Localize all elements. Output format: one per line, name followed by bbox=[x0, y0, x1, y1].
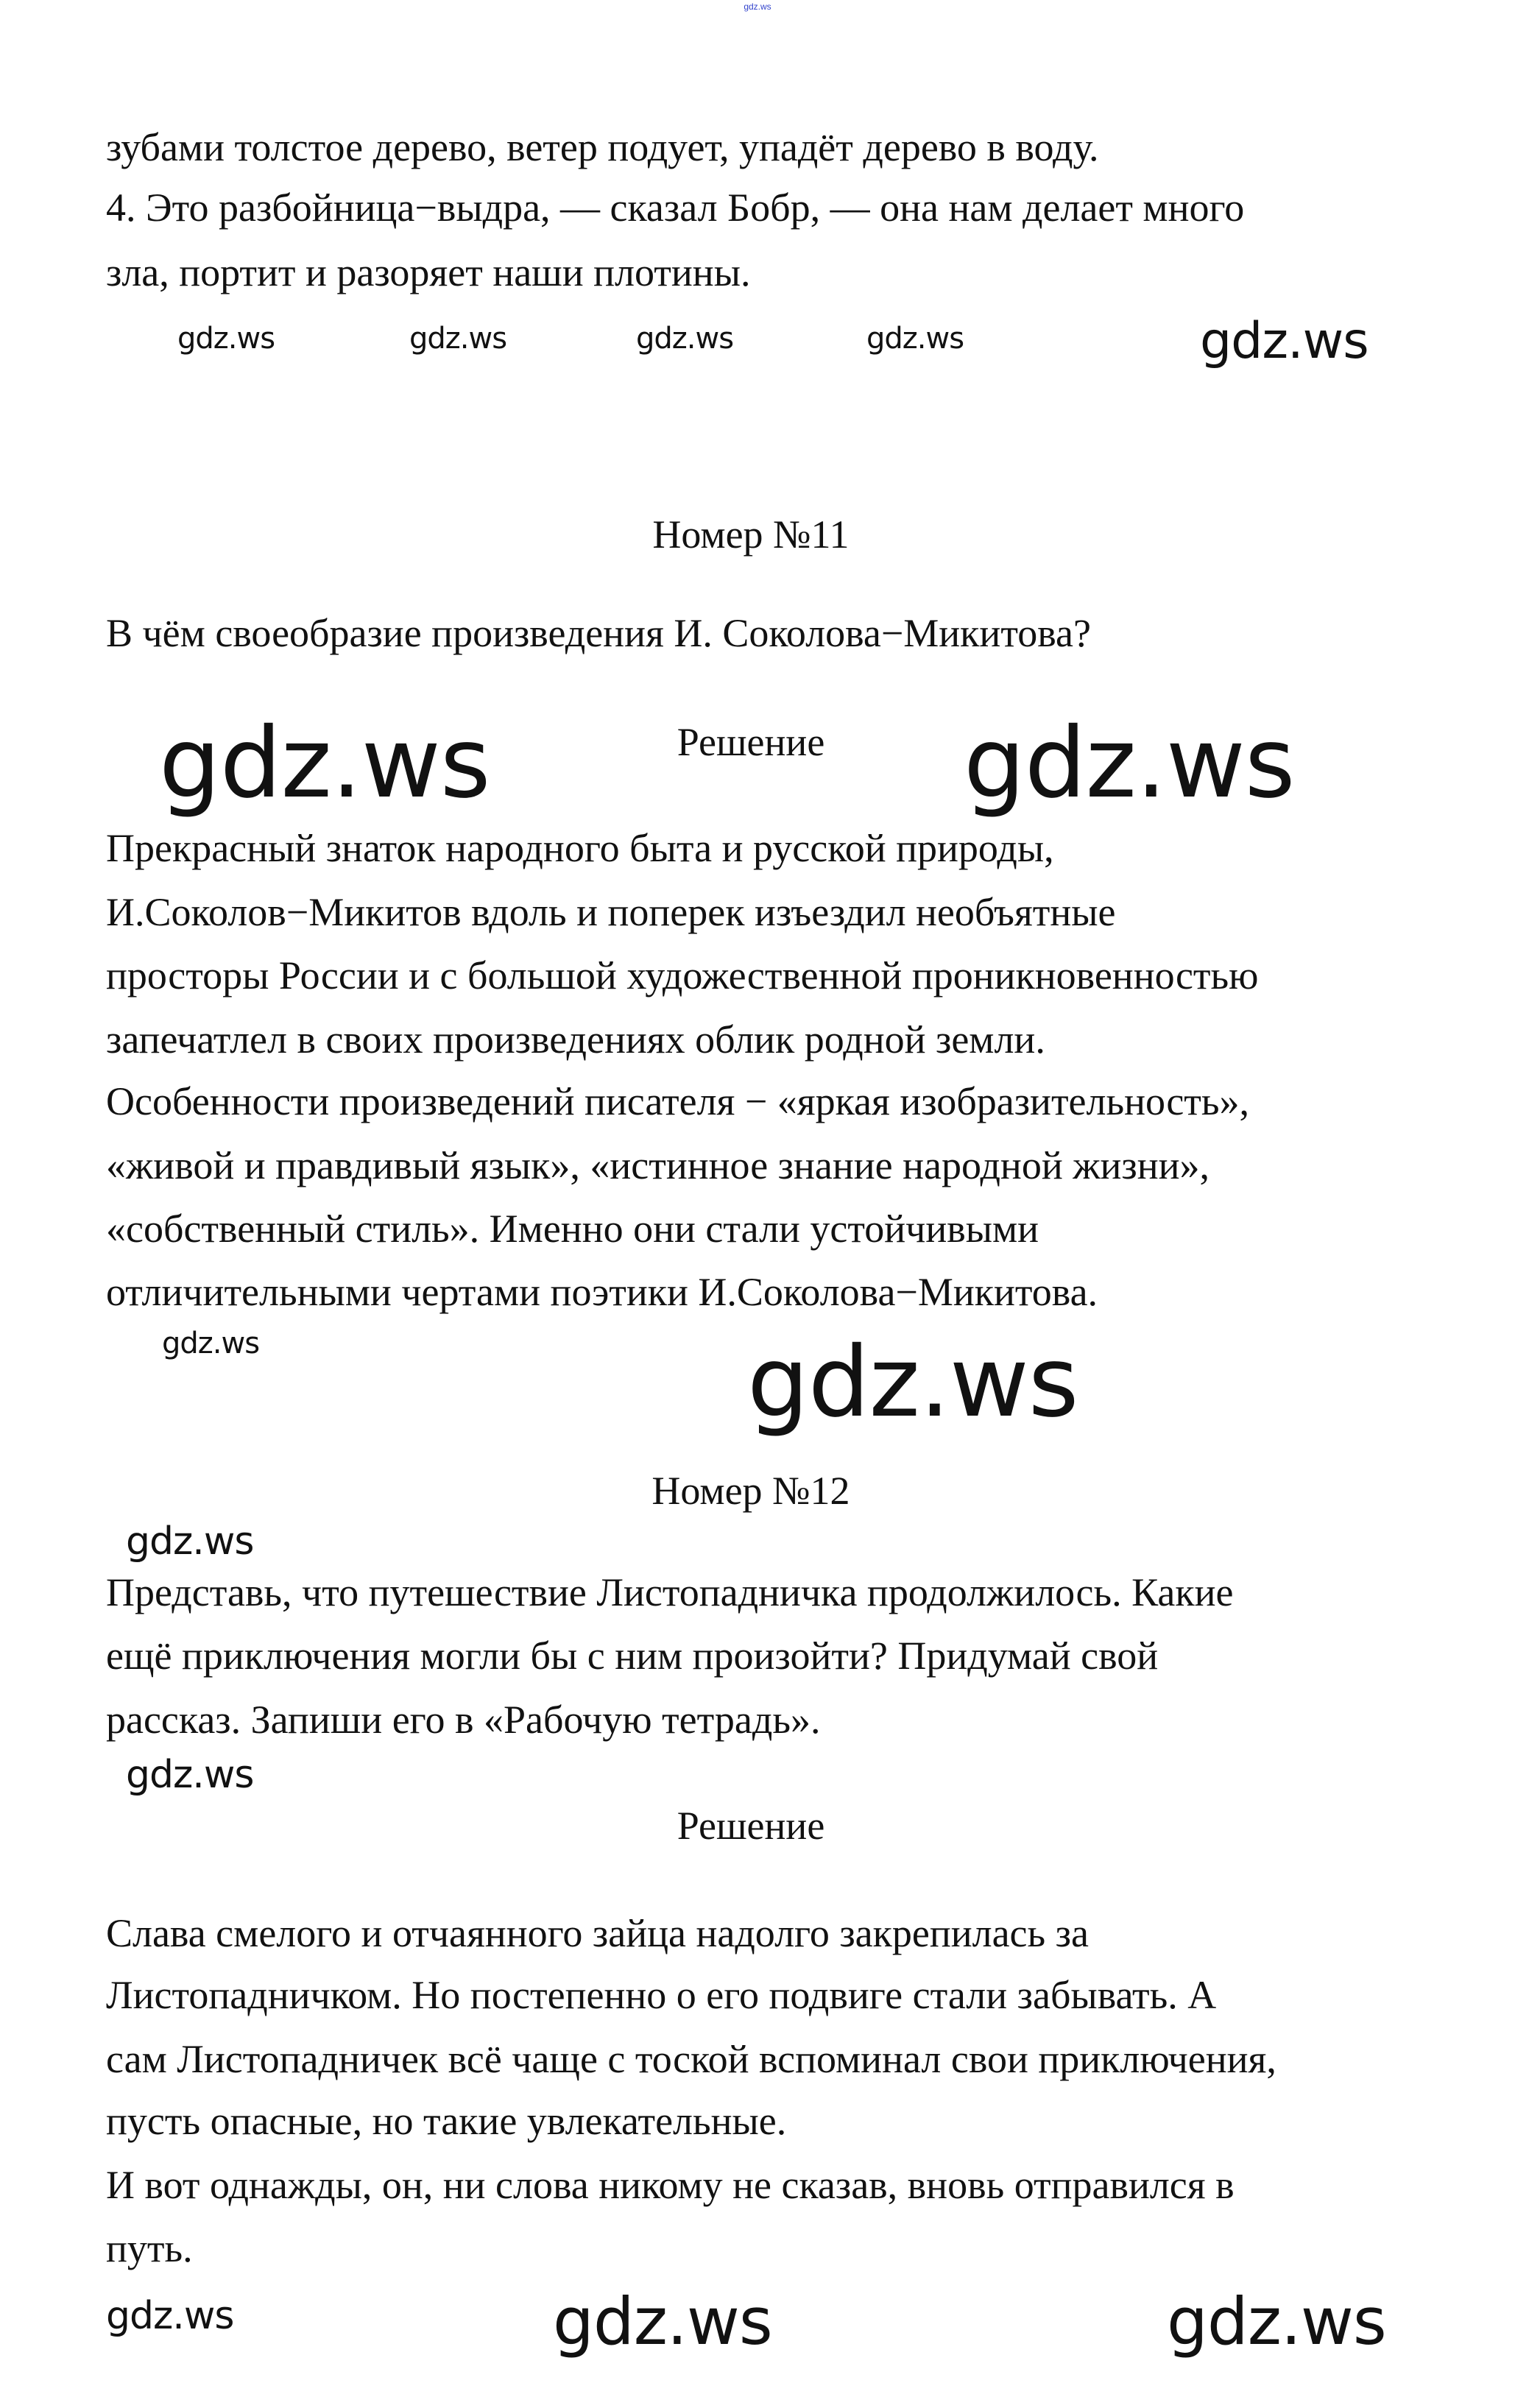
watermark: gdz.ws bbox=[964, 707, 1295, 820]
answer-line: запечатлел в своих произведениях облик родной земли. bbox=[106, 1017, 1045, 1062]
task-12-title: Номер №12 bbox=[651, 1469, 850, 1513]
watermark: gdz.ws bbox=[126, 1753, 254, 1797]
question-line: Представь, что путешествие Листопадничка продолжилось. Какие bbox=[106, 1570, 1234, 1614]
answer-line: пусть опасные, но такие увлекательные. bbox=[106, 2099, 787, 2143]
watermark: gdz.ws bbox=[1200, 312, 1369, 370]
watermark: gdz.ws bbox=[159, 707, 490, 820]
answer-line: Листопадничком. Но постепенно о его подвиге стали забывать. А bbox=[106, 1973, 1217, 2017]
question-line: ещё приключения могли бы с ним произойти? Придумай свой bbox=[106, 1634, 1159, 1678]
answer-line: сам Листопадничек всё чаще с тоской вспоминал свои приключения, bbox=[106, 2037, 1276, 2081]
watermark: gdz.ws bbox=[636, 322, 734, 356]
header-watermark: gdz.ws bbox=[744, 1, 771, 12]
watermark: gdz.ws bbox=[106, 2294, 234, 2338]
watermark: gdz.ws bbox=[553, 2284, 772, 2359]
answer-line: И.Соколов−Микитов вдоль и поперек изъездил необъятные bbox=[106, 890, 1116, 934]
watermark: gdz.ws bbox=[747, 1326, 1078, 1439]
answer-line: «собственный стиль». Именно они стали устойчивыми bbox=[106, 1207, 1039, 1251]
task-11-title: Номер №11 bbox=[652, 512, 850, 557]
text-line: зла, портит и разоряет наши плотины. bbox=[106, 250, 751, 294]
text-line: 4. Это разбойница−выдра, — сказал Бобр, — она нам делает много bbox=[106, 186, 1245, 230]
watermark: gdz.ws bbox=[177, 322, 275, 356]
answer-line: Особенности произведений писателя − «яркая изобразительность», bbox=[106, 1079, 1250, 1123]
watermark: gdz.ws bbox=[1167, 2284, 1386, 2359]
answer-line: путь. bbox=[106, 2226, 193, 2270]
watermark: gdz.ws bbox=[409, 322, 507, 356]
answer-line: «живой и правдивый язык», «истинное знание народной жизни», bbox=[106, 1143, 1210, 1187]
watermark: gdz.ws bbox=[162, 1327, 260, 1360]
task-11-question: В чём своеобразие произведения И. Соколова−Микитова? bbox=[106, 611, 1091, 655]
question-line: рассказ. Запиши его в «Рабочую тетрадь». bbox=[106, 1698, 821, 1742]
watermark: gdz.ws bbox=[866, 322, 964, 356]
answer-line: отличительными чертами поэтики И.Соколова−Микитова. bbox=[106, 1270, 1098, 1314]
task-11-solution-label: Решение bbox=[677, 720, 825, 764]
answer-line: просторы России и с большой художественной проникновенностью bbox=[106, 953, 1259, 998]
task-12-solution-label: Решение bbox=[677, 1804, 825, 1848]
answer-line: Прекрасный знаток народного быта и русской природы, bbox=[106, 826, 1054, 870]
answer-line: И вот однажды, он, ни слова никому не сказав, вновь отправился в bbox=[106, 2163, 1235, 2207]
watermark: gdz.ws bbox=[126, 1519, 254, 1564]
text-line: зубами толстое дерево, ветер подует, упадёт дерево в воду. bbox=[106, 125, 1099, 169]
answer-line: Слава смелого и отчаянного зайца надолго закрепилась за bbox=[106, 1911, 1089, 1955]
